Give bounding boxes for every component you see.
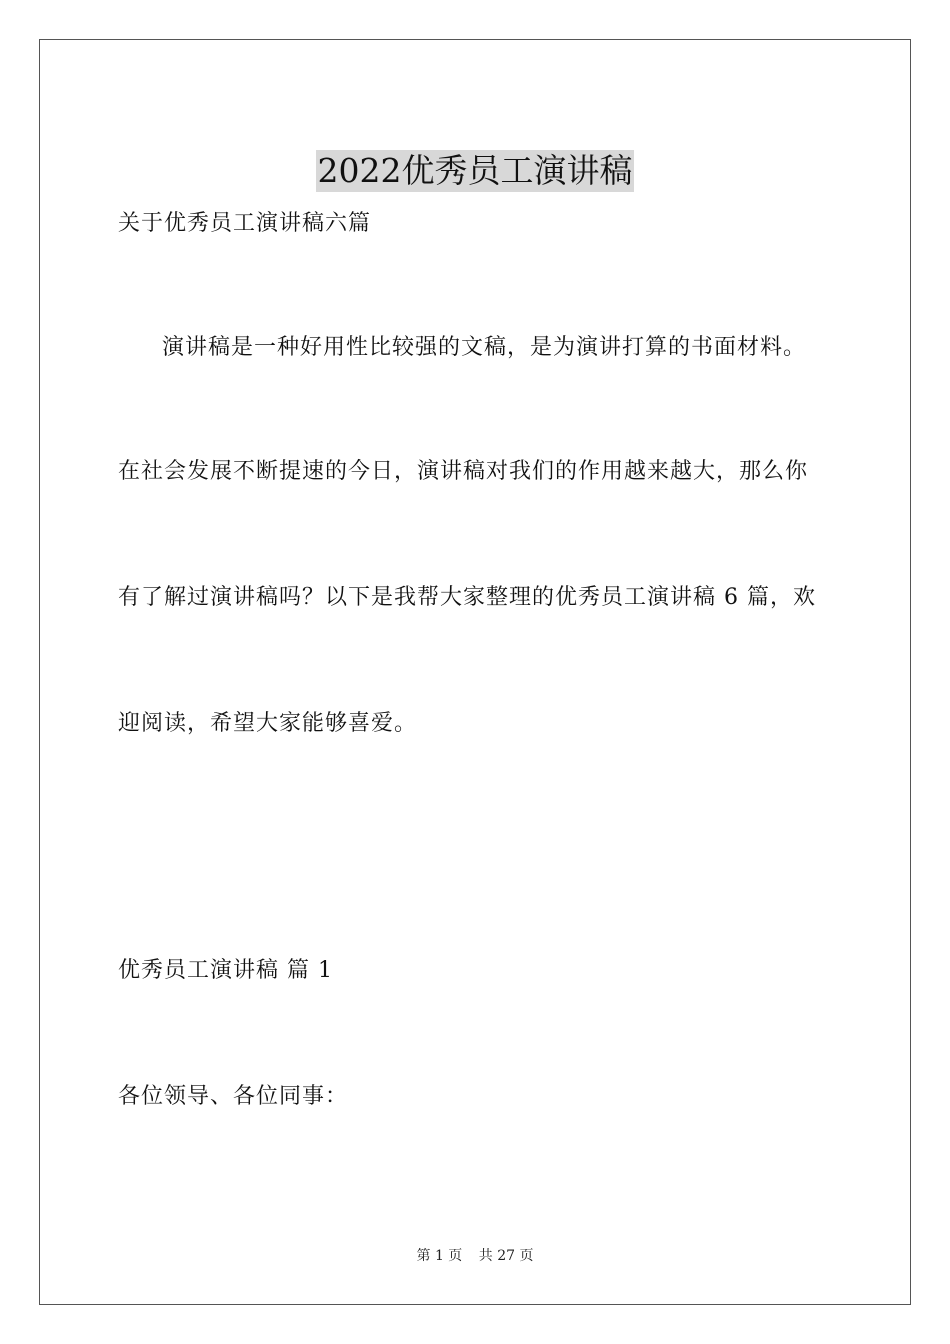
salutation: 各位领导、各位同事： bbox=[118, 1084, 349, 1109]
document-title: 2022优秀员工演讲稿 bbox=[317, 151, 633, 191]
paragraph-line-4: 迎阅读，希望大家能够喜爱。 bbox=[118, 711, 418, 736]
paragraph-line-3: 有了解过演讲稿吗？以下是我帮大家整理的优秀员工演讲稿 6 篇，欢 bbox=[118, 585, 816, 610]
document-subtitle: 关于优秀员工演讲稿六篇 bbox=[118, 211, 372, 236]
total-pages: 共 27 页 bbox=[478, 1248, 534, 1264]
paragraph-line-2: 在社会发展不断提速的今日，演讲稿对我们的作用越来越大，那么你 bbox=[118, 459, 809, 484]
paragraph-line-1: 演讲稿是一种好用性比较强的文稿，是为演讲打算的书面材料。 bbox=[162, 335, 807, 360]
title-container bbox=[0, 128, 950, 214]
page-number: 第 1 页 bbox=[416, 1248, 463, 1264]
section-heading: 优秀员工演讲稿 篇 1 bbox=[118, 958, 333, 983]
page-footer bbox=[0, 1247, 950, 1265]
